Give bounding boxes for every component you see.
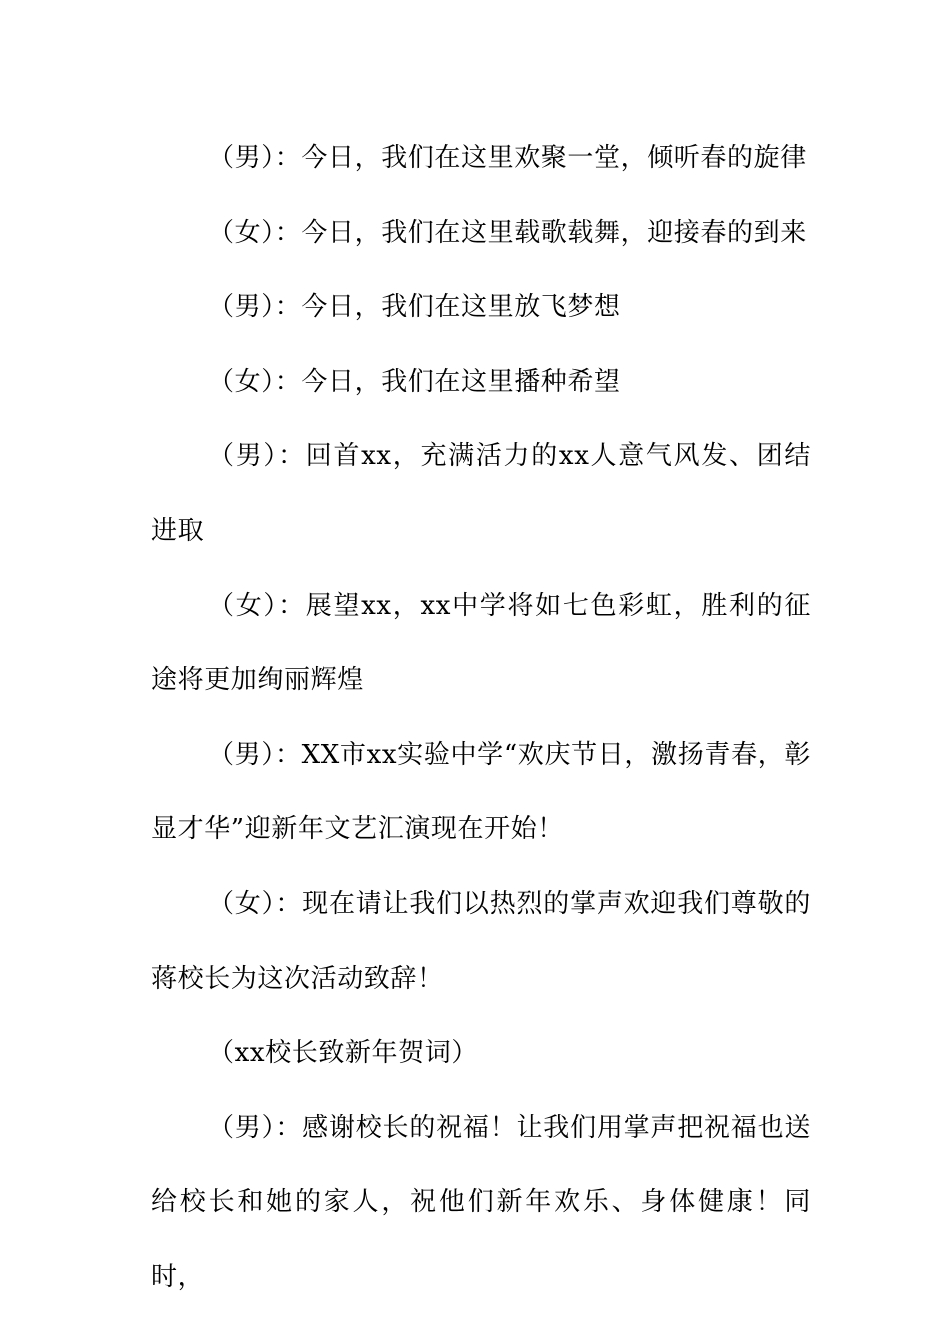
paragraph-1: （男）：今日，我们在这里欢聚一堂，倾听春的旋律	[208, 143, 807, 173]
paragraph-4: （女）：今日，我们在这里播种希望	[208, 366, 621, 397]
document-body	[151, 121, 811, 1315]
paragraph-2: （女）：今日，我们在这里载歌载舞，迎接春的到来	[208, 217, 807, 248]
paragraph-10: （男）：感谢校长的祝福！让我们用掌声把祝福也送给校长和她的家人，祝他们新年欢乐、身体健康！同时，	[151, 1112, 811, 1292]
paragraph-7: （男）：XX市xx实验中学“欢庆节日，激扬青春，彰显才华”迎新年文艺汇演现在开始！	[151, 739, 811, 845]
paragraph-8: （女）：现在请让我们以热烈的掌声欢迎我们尊敬的蒋校长为这次活动致辞！	[151, 888, 811, 994]
paragraph-5: （男）：回首xx，充满活力的xx人意气风发、团结进取	[151, 441, 811, 546]
paragraph-3: （男）：今日，我们在这里放飞梦想	[208, 292, 621, 323]
paragraph-9: （xx校长致新年贺词）	[208, 1038, 478, 1069]
paragraph-6: （女）：展望xx，xx中学将如七色彩虹，胜利的征途将更加绚丽辉煌	[151, 590, 811, 696]
